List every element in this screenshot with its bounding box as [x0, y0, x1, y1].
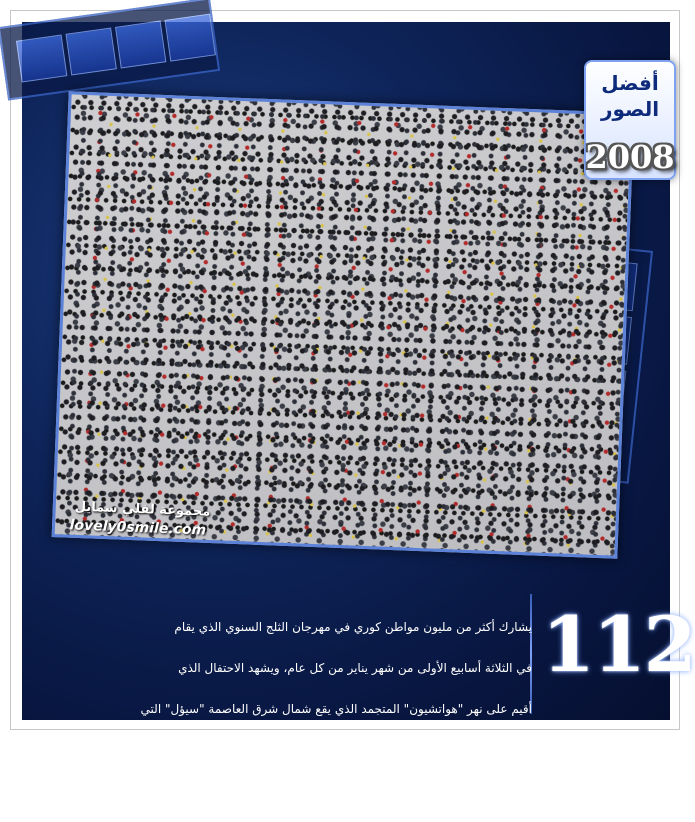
caption-line: إنشاء حفر في الجليد لاصطياد سمك التونة.	[320, 783, 532, 798]
watermark-arabic: مجموعة لفلي سمايل	[74, 499, 211, 520]
caption-line: في الثلاثة أسابيع الأولى من شهر يناير من كل عام، ويشهد الاحتفال الذي	[178, 660, 532, 675]
watermark-url: lovely0smile.com	[69, 517, 207, 539]
badge-line-1: أفضل	[601, 71, 659, 95]
best-photos-badge	[584, 60, 676, 180]
badge-line-2: الصور	[600, 97, 660, 121]
photo-caption	[140, 596, 532, 798]
content-panel	[22, 22, 695, 798]
caption-line: تبعد حوالي ٢٠ كم جنوب المنطقة المنزوعة السلاح الفاصلة بين الكوريتين،	[170, 742, 532, 757]
badge-year: 2008	[585, 138, 675, 176]
photo-number: 112	[542, 600, 695, 689]
caption-line: أقيم على نهر "هواتشيون" المتجمد الذي يقع شمال شرق العاصمة "سيؤل" التي	[140, 701, 532, 716]
caption-line: يشارك أكثر من مليون مواطن كوري في مهرجان الثلج السنوي الذي يقام	[174, 619, 532, 634]
crowd-photo	[52, 91, 635, 558]
photo-watermark	[69, 499, 210, 538]
